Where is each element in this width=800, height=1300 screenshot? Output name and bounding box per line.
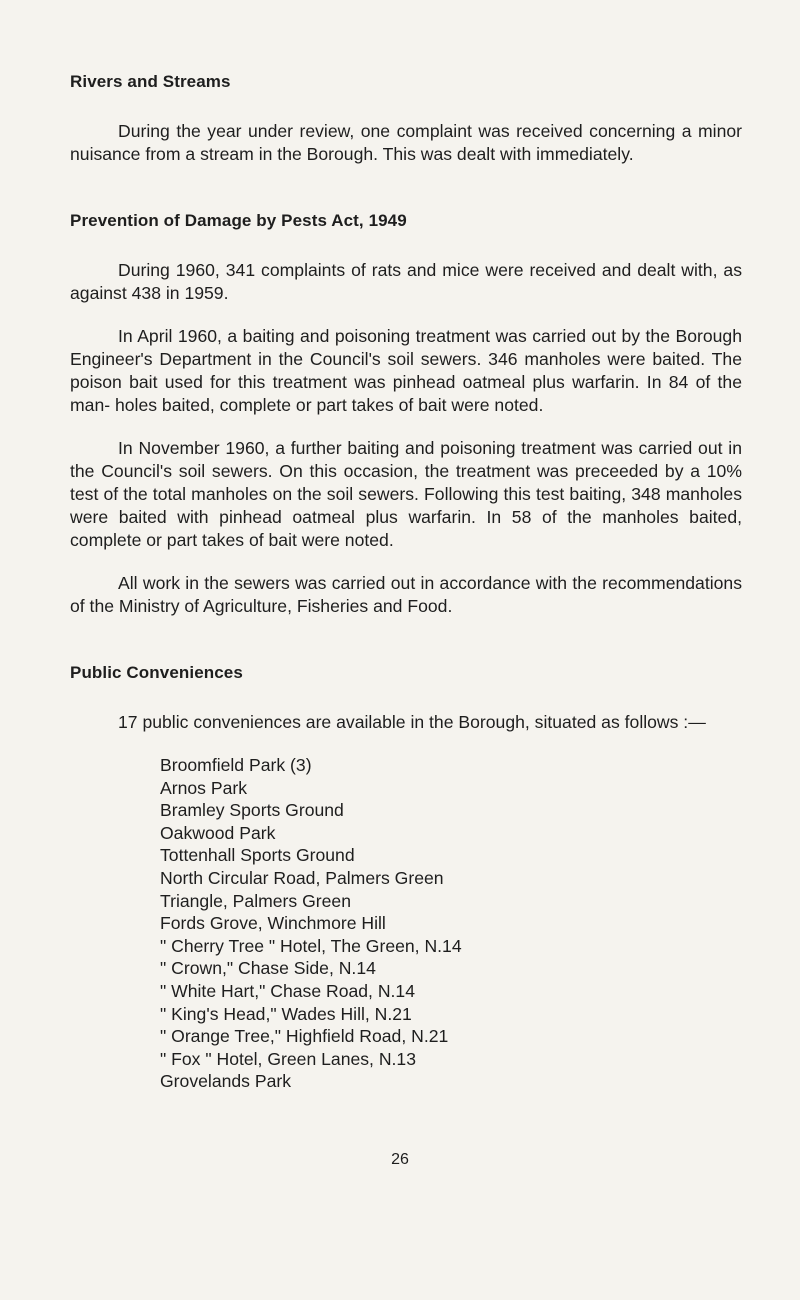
list-item: " Crown," Chase Side, N.14	[160, 958, 376, 979]
list-item: North Circular Road, Palmers Green	[160, 867, 444, 888]
list-item: Arnos Park	[160, 777, 248, 798]
section-heading-conveniences: Public Conveniences	[70, 663, 243, 682]
list-item: Fords Grove, Winchmore Hill	[160, 913, 386, 934]
page-number: 26	[391, 1151, 409, 1168]
paragraph: All work in the sewers was carried out in accordance with the recommendations of the Ministry of Agriculture, Fisheries and Food.	[70, 573, 742, 616]
conveniences-list	[70, 754, 742, 1093]
list-item: " Orange Tree," Highfield Road, N.21	[160, 1026, 449, 1047]
section-heading-rivers: Rivers and Streams	[70, 72, 231, 91]
list-item: " King's Head," Wades Hill, N.21	[160, 1003, 412, 1024]
list-item: Triangle, Palmers Green	[160, 890, 351, 911]
list-item: Broomfield Park (3)	[160, 755, 312, 775]
paragraph: During the year under review, one complaint was received concerning a minor nuisance from a stream in the Borough. This was dealt with immediately.	[70, 121, 742, 164]
list-item: Tottenhall Sports Ground	[160, 845, 355, 866]
paragraph: In November 1960, a further baiting and poisoning treatment was carried out in the Council's soil sewers. On this occasion, the treatment was preceeded by a 10% test of the total manholes on the soil sewers. Following this test baiting, 348 manholes were baited with pinhead oatmeal plus warfarin. In 58 of the manholes baited, complete or part takes of bait were noted.	[70, 438, 742, 550]
list-item: " Fox " Hotel, Green Lanes, N.13	[160, 1048, 416, 1069]
paragraph: 17 public conveniences are available in the Borough, situated as follows :—	[118, 712, 706, 732]
list-item: Bramley Sports Ground	[160, 800, 344, 821]
document-page	[70, 72, 742, 1093]
list-item: " White Hart," Chase Road, N.14	[160, 980, 415, 1001]
list-item: Oakwood Park	[160, 822, 276, 843]
section-heading-pests: Prevention of Damage by Pests Act, 1949	[70, 211, 407, 230]
paragraph: In April 1960, a baiting and poisoning treatment was carried out by the Borough Engineer's Department in the Council's soil sewers. 346 manholes were baited. The poison bait used for this treatment was pinhead oatmeal plus warfarin. In 84 of the man- holes baited, complete or part takes of bait were noted.	[70, 326, 742, 415]
paragraph: During 1960, 341 complaints of rats and mice were received and dealt with, as against 438 in 1959.	[70, 260, 742, 303]
list-item: Grovelands Park	[160, 1071, 292, 1092]
list-item: " Cherry Tree " Hotel, The Green, N.14	[160, 935, 462, 956]
